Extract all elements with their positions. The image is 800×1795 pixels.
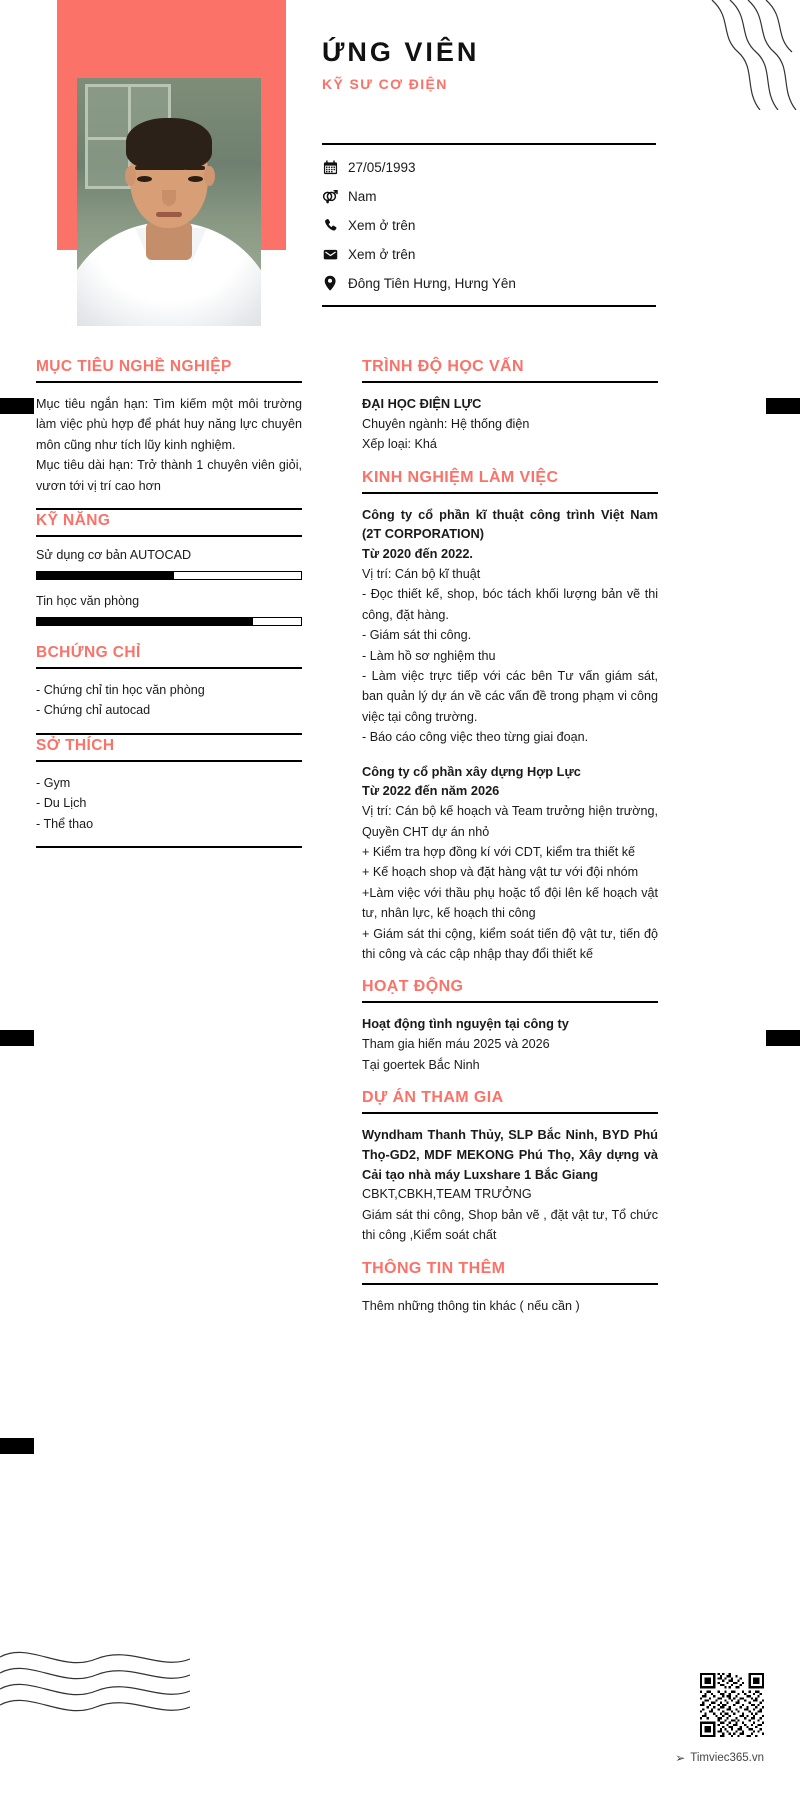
education-major: Chuyên ngành: Hệ thống điện [362, 416, 530, 431]
activity-line: Tham gia hiến máu 2025 và 2026 [362, 1037, 550, 1052]
footer-brand-label: Timviec365.vn [690, 1752, 764, 1764]
arrow-icon: ➢ [675, 1751, 686, 1765]
contact-row-phone [322, 217, 656, 233]
experience-duty: - Báo cáo công việc theo từng giai đoạn. [362, 730, 589, 745]
section-more-info [362, 1260, 658, 1328]
project-line: Giám sát thi công, Shop bản vẽ , đặt vật tư, Tổ chức thi công ,Kiểm soát chất [362, 1207, 658, 1243]
right-column [362, 358, 658, 1330]
crop-mark-left-top [0, 398, 34, 414]
section-title-objective: MỤC TIÊU NGHỀ NGHIỆP [36, 358, 232, 375]
contact-rule-top [322, 143, 656, 145]
qr-code [700, 1673, 764, 1737]
section-experience [362, 469, 658, 977]
experience-duty: +Làm việc với thầu phụ hoặc tổ đội lên kế hoạch vật tư, nhân lực, kế hoạch thi công [362, 885, 658, 921]
contact-rule-bottom [322, 305, 656, 307]
section-projects [362, 1089, 658, 1258]
skill-bar [36, 571, 302, 580]
job-title: KỸ SƯ CƠ ĐIỆN [322, 75, 448, 92]
contact-row-address [322, 275, 656, 291]
contact-block [322, 143, 656, 307]
experience-entry [362, 762, 658, 965]
experience-period: Từ 2020 đến 2022. [362, 546, 473, 562]
contact-row-email [322, 246, 656, 262]
hobby-item: - Gym [36, 775, 71, 790]
contact-address: Đông Tiên Hưng, Hưng Yên [348, 275, 516, 291]
experience-duty: - Làm việc trực tiếp với các bên Tư vấn giám sát, ban quản lý dự án về các vấn đề trong phạm vi công việc tại công trường. [362, 669, 658, 724]
skill-item [36, 594, 302, 626]
section-title-more-info: THÔNG TIN THÊM [362, 1259, 506, 1277]
hobby-item: - Thể thao [36, 816, 94, 831]
section-title-projects: DỰ ÁN THAM GIA [362, 1089, 504, 1106]
crop-mark-left-bottom [0, 1438, 34, 1454]
experience-company: Công ty cổ phần kĩ thuật công trình Việt Nam (2T CORPORATION) [362, 506, 658, 542]
section-title-certificates: BCHỨNG CHỈ [36, 643, 141, 661]
header [322, 38, 722, 92]
skill-bar [36, 617, 302, 626]
experience-entry [362, 505, 658, 748]
gender-icon [322, 188, 338, 204]
education-school: ĐẠI HỌC ĐIỆN LỰC [362, 396, 482, 411]
contact-gender: Nam [348, 188, 377, 204]
hobby-item: - Du Lịch [36, 796, 87, 811]
experience-period: Từ 2022 đến năm 2026 [362, 783, 500, 799]
certificate-item: - Chứng chỉ autocad [36, 703, 151, 718]
skill-item [36, 548, 302, 580]
project-line: CBKT,CBKH,TEAM TRƯỞNG [362, 1187, 532, 1202]
contact-birthdate: 27/05/1993 [348, 159, 416, 175]
experience-company: Công ty cổ phần xây dựng Hợp Lực [362, 763, 581, 779]
experience-duty: + Giám sát thi cộng, kiểm soát tiến độ vật tư, tiến độ thi công và các cập nhập thay đổi thiết kế [362, 926, 658, 961]
contact-row-birthdate [322, 159, 656, 175]
section-certificates [36, 644, 302, 735]
skill-name: Tin học văn phòng [36, 593, 140, 608]
experience-duty: + Kế hoạch shop và đặt hàng vật tư với đội nhóm [362, 865, 639, 880]
contact-phone: Xem ở trên [348, 217, 416, 233]
experience-role: Vị trí: Cán bộ kĩ thuật [362, 567, 481, 582]
section-objective [36, 358, 302, 510]
more-info-line: Thêm những thông tin khác ( nếu cần ) [362, 1298, 580, 1313]
decorative-waves-bottom-left [0, 1647, 190, 1737]
section-title-hobbies: SỞ THÍCH [36, 736, 115, 754]
footer-brand[interactable] [675, 1751, 764, 1765]
section-title-activities: HOẠT ĐỘNG [362, 978, 464, 996]
experience-duty: - Giám sát thi công. [362, 628, 472, 643]
contact-row-gender [322, 188, 656, 204]
experience-duty: - Đọc thiết kế, shop, bóc tách khối lượng bản vẽ thi công, đặt hàng. [362, 587, 658, 622]
page-title: ỨNG VIÊN [322, 37, 480, 67]
section-activities [362, 978, 658, 1087]
crop-mark-right-top [766, 398, 800, 414]
skill-name: Sử dụng cơ bản AUTOCAD [36, 547, 192, 562]
experience-duty: + Kiểm tra hợp đồng kí với CDT, kiểm tra thiết kế [362, 845, 636, 860]
activity-heading: Hoạt động tình nguyện tại công ty [362, 1016, 569, 1032]
location-icon [322, 275, 338, 291]
activity-line: Tại goertek Bắc Ninh [362, 1057, 480, 1072]
contact-email: Xem ở trên [348, 246, 416, 262]
section-education [362, 358, 658, 467]
section-title-skills: KỸ NĂNG [36, 511, 111, 529]
section-hobbies [36, 737, 302, 848]
objective-long-term: Mục tiêu dài hạn: Trở thành 1 chuyên viên giỏi, vươn tới vị trí cao hơn [36, 458, 302, 493]
experience-role: Vị trí: Cán bộ kế hoạch và Team trưởng hiện trường, Quyền CHT dự án nhỏ [362, 804, 658, 839]
email-icon [322, 246, 338, 262]
section-title-education: TRÌNH ĐỘ HỌC VẤN [362, 358, 524, 375]
experience-duty: - Làm hồ sơ nghiệm thu [362, 648, 496, 663]
section-skills [36, 512, 302, 642]
calendar-icon [322, 159, 338, 175]
education-grade: Xếp loại: Khá [362, 437, 437, 452]
left-column [36, 358, 302, 850]
candidate-photo [77, 78, 261, 326]
crop-mark-right-mid [766, 1030, 800, 1046]
section-title-experience: KINH NGHIỆM LÀM VIỆC [362, 468, 559, 486]
project-heading: Wyndham Thanh Thủy, SLP Bắc Ninh, BYD Phú Thọ-GD2, MDF MEKONG Phú Thọ, Xây dựng và Cải tạo nhà máy Luxshare 1 Bắc Giang [362, 1127, 658, 1182]
certificate-item: - Chứng chỉ tin học văn phòng [36, 682, 205, 697]
phone-icon [322, 217, 338, 233]
objective-short-term: Mục tiêu ngắn hạn: Tìm kiếm một môi trường làm việc phù hợp để phát huy năng lực chuyên môn cũng như tích lũy kinh nghiệm. [36, 397, 302, 452]
crop-mark-left-mid [0, 1030, 34, 1046]
